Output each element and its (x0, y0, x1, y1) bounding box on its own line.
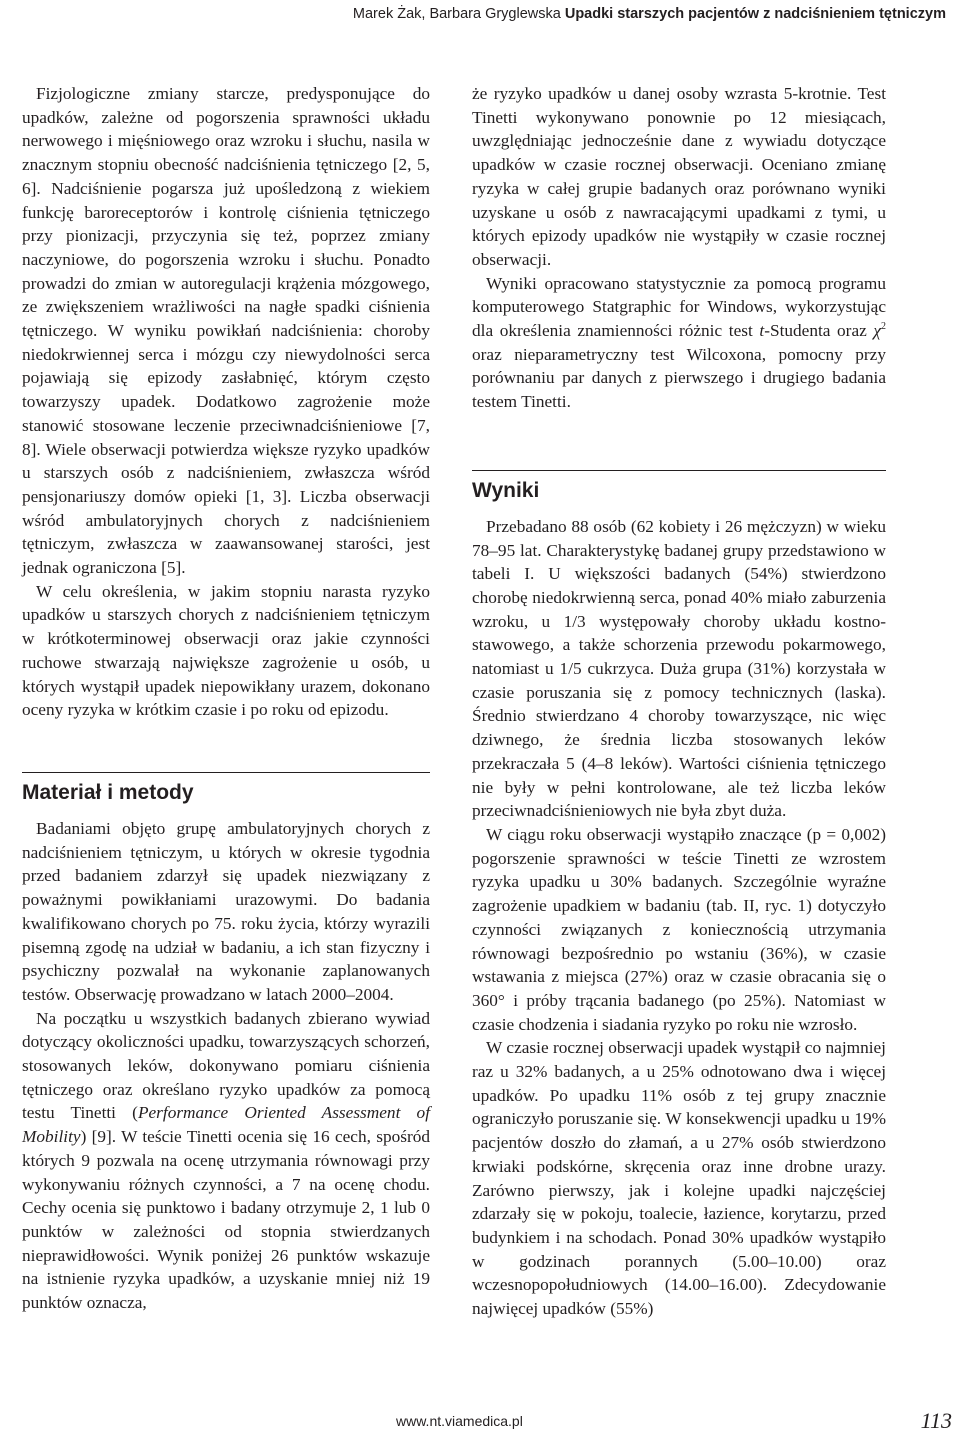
running-head (353, 6, 946, 22)
methods-heading: Materiał i metody (22, 780, 194, 804)
statistics-chi-symbol: χ (873, 321, 882, 341)
methods-paragraph-2-italic: Performance Oriented Assessment of Mobility (22, 1103, 431, 1147)
statistics-t-symbol: t (759, 321, 765, 341)
running-head-title: Upadki starszych pacjentów z nadciśnieniem tętniczym (564, 6, 946, 22)
methods-paragraph-2-part-a: Na początku u wszystkich badanych zbierano wywiad dotyczący okoliczności upadku, towarzyszących schorzeń, stosowanych leków, dokonywano pomiaru ciśnienia tętniczego oraz określano ryzyko upadków za pomocą testu Tinetti ( (22, 1008, 430, 1123)
statistics-paragraph (472, 272, 886, 414)
statistics-part-a: Wyniki opracowano statystycznie za pomocą programu komputerowego Statgraphic for Windows, wykorzystując dla określenia znamienności różnic test (472, 273, 886, 341)
results-section-rule (472, 470, 886, 471)
running-head-authors: Marek Żak, Barbara Gryglewska (352, 6, 561, 22)
methods-section (22, 772, 430, 805)
results-heading: Wyniki (472, 478, 540, 502)
left-column (22, 82, 430, 1315)
statistics-part-c: oraz nieparametryczny test Wilcoxona, pomocny przy porównaniu par danych z pierwszego i drugiego badania testem Tinetti. (472, 344, 886, 412)
page-number: 113 (920, 1408, 952, 1433)
methods-paragraph-1: Badaniami objęto grupę ambulatoryjnych chorych z nadciśnieniem tętniczym, u których w okresie tygodnia przed badaniem zdarzył się upadek niezwiązany z poważnymi powikłaniami urazowymi. Do badania kwalifikowano chorych po 75. roku życia, którzy wyrazili pisemną zgodę na udział w badaniu, a ich stan fizyczny i psychiczny pozwalał na wykonanie zaplanowanych testów. Obserwację prowadzano w latach 2000–2004. (22, 818, 430, 1004)
methods-paragraph-2-part-b: ) [9]. W teście Tinetti ocenia się 16 cech, spośród których 9 pozwala na ocenę utrzymania równowagi przy wykonywaniu różnych czynności, a 7 na ocenę chodu. Cechy ocenia się punktowo i badany otrzymuje 2, 1 lub 0 punktów w zależności od stopnia stwierdzanych nieprawidłowości. Wynik poniżej 26 punktów wskazuje na istnienie ryzyka upadków, a uzyskanie mniej niż 19 punktów oznacza, (22, 1127, 430, 1313)
intro-paragraph-1: Fizjologiczne zmiany starcze, predysponujące do upadków, zależne od pogorszenia sprawności układu nerwowego i mięśniowego oraz wzroku i słuchu, nasila w znacznym stopniu obecność nadciśnienia tętniczego [2, 5, 6]. Nadciśnienie pogarsza już upośledzoną z wiekiem funkcję baroreceptorów i kontrolę ciśnienia tętniczego przy pionizacji, przyczynia się też, poprzez zmiany naczyniowe, do pogorszenia wzroku i słuchu. Ponadto prowadzi do zmian w autoregulacji krążenia mózgowego, ze zwiększeniem wrażliwości na nagłe spadki ciśnienia tętniczego. W wyniku powikłań nadciśnienia: choroby niedokrwiennej serca i mózgu czy niewydolności serca pojawiają się epizody zasłabnięć, którym często towarzyszy upadek. Dodatkowo zagrożenie może stanowić stosowane leczenie przeciwnadciśnieniowe [7, 8]. Wiele obserwacji potwierdza większe ryzyko upadków u starszych osób z nadciśnieniem, zwłaszcza wśród pensjonariuszy domów opieki [1, 3]. Liczba obserwacji wśród ambulatoryjnych chorych z nadciśnieniem tętniczym, zwłaszcza w zaawansowanej starości, jest jednak ograniczona [5]. (22, 84, 430, 578)
intro-paragraph-2: W celu określenia, w jakim stopniu narasta ryzyko upadków u starszych chorych z nadciśnieniem tętniczym w krótkoterminowej obserwacji oraz jakie czynności ruchowe stwarzają największe zagrożenie u osób, u których wystąpił upadek niepowikłany urazem, dokonano oceny ryzyka w krótkim czasie i po roku od epizodu. (22, 581, 430, 720)
results-paragraph-2: W ciągu roku obserwacji wystąpiło znaczące (p = 0,002) pogorszenie sprawności w teście Tinetti ze wzrostem ryzyka upadku u 30% badanych. Szczególnie wyraźne zagrożenie upadkiem w badaniu (tab. II, ryc. 1) dotyczyło czynności związanych z koniecznością utrzymania równowagi bezpośrednio po wstaniu (36%), w czasie wstawania z miejsca (27%) oraz w czasie obracania się o 360° i próby trącania badanego (po 25%). Natomiast w czasie chodzenia i siadania ryzyko po roku nie wzrosło. (472, 824, 886, 1034)
statistics-chi-superscript: 2 (881, 321, 887, 333)
methods-continuation: że ryzyko upadków u danej osoby wzrasta 5-krotnie. Test Tinetti wykonywano ponownie po 12 miesiącach, uwzględniając jednocześnie dane z wywiadu dotyczące upadków w czasie rocznej obserwacji. Oceniano zmianę ryzyka w całej grupie badanych oraz porównano wyniki uzyskane u osób z nawracającymi upadkami z tymi, u których epizody upadków nie wystąpiły w czasie rocznej obserwacji. (472, 84, 886, 269)
results-paragraph-3: W czasie rocznej obserwacji upadek wystąpił co najmniej raz u 32% badanych, a u 25% odnotowano dwa i więcej upadków. Po upadku 11% osób z tej grupy znacznie ograniczyło poruszanie się. W konsekwencji upadku u 19% pacjentów doszło do złamań, a u 27% osób stwierdzono krwiaki podskórne, skręcenia oraz inne drobne urazy. Zarówno pierwszy, jak i kolejne upadki najczęściej zdarzały się w pokoju, toalecie, łazience, korytarzu, przed budynkiem i na schodach. Ponad 30% upadków wystąpiło w godzinach porannych (5.00–10.00) oraz wczesnopopołudniowych (14.00–16.00). Zdecydowanie najwięcej upadków (55%) (472, 1038, 886, 1319)
right-column (472, 82, 886, 1321)
footer-url: www.nt.viamedica.pl (396, 1413, 523, 1429)
results-section (472, 470, 886, 503)
results-paragraph-1: Przebadano 88 osób (62 kobiety i 26 mężczyzn) w wieku 78–95 lat. Charakterystykę badanej grupy przedstawiono w tabeli I. U większości badanych (54%) stwierdzono chorobę niedokrwienną serca, ponad 40% miało zaburzenia wzroku, u 1/3 występowały choroby układu kostno-stawowego, a także schorzenia przewodu pokarmowego, natomiast u 1/5 cukrzyca. Duża grupa (31%) korzystała w czasie poruszania się z pomocy technicznych (laska). Średnio stwierdzano 4 choroby towarzyszące, nic więc dziwnego, że średnia liczba stosowanych leków przekraczała 5 (4–8 leków). Wartości ciśnienia tętniczego nie były w pełni kontrolowane, ale też liczba leków przeciwnadciśnieniowych nie była zbyt duża. (472, 516, 886, 821)
methods-paragraph-2 (22, 1007, 430, 1315)
statistics-part-b: -Studenta oraz (764, 321, 874, 341)
methods-section-rule (22, 772, 430, 773)
